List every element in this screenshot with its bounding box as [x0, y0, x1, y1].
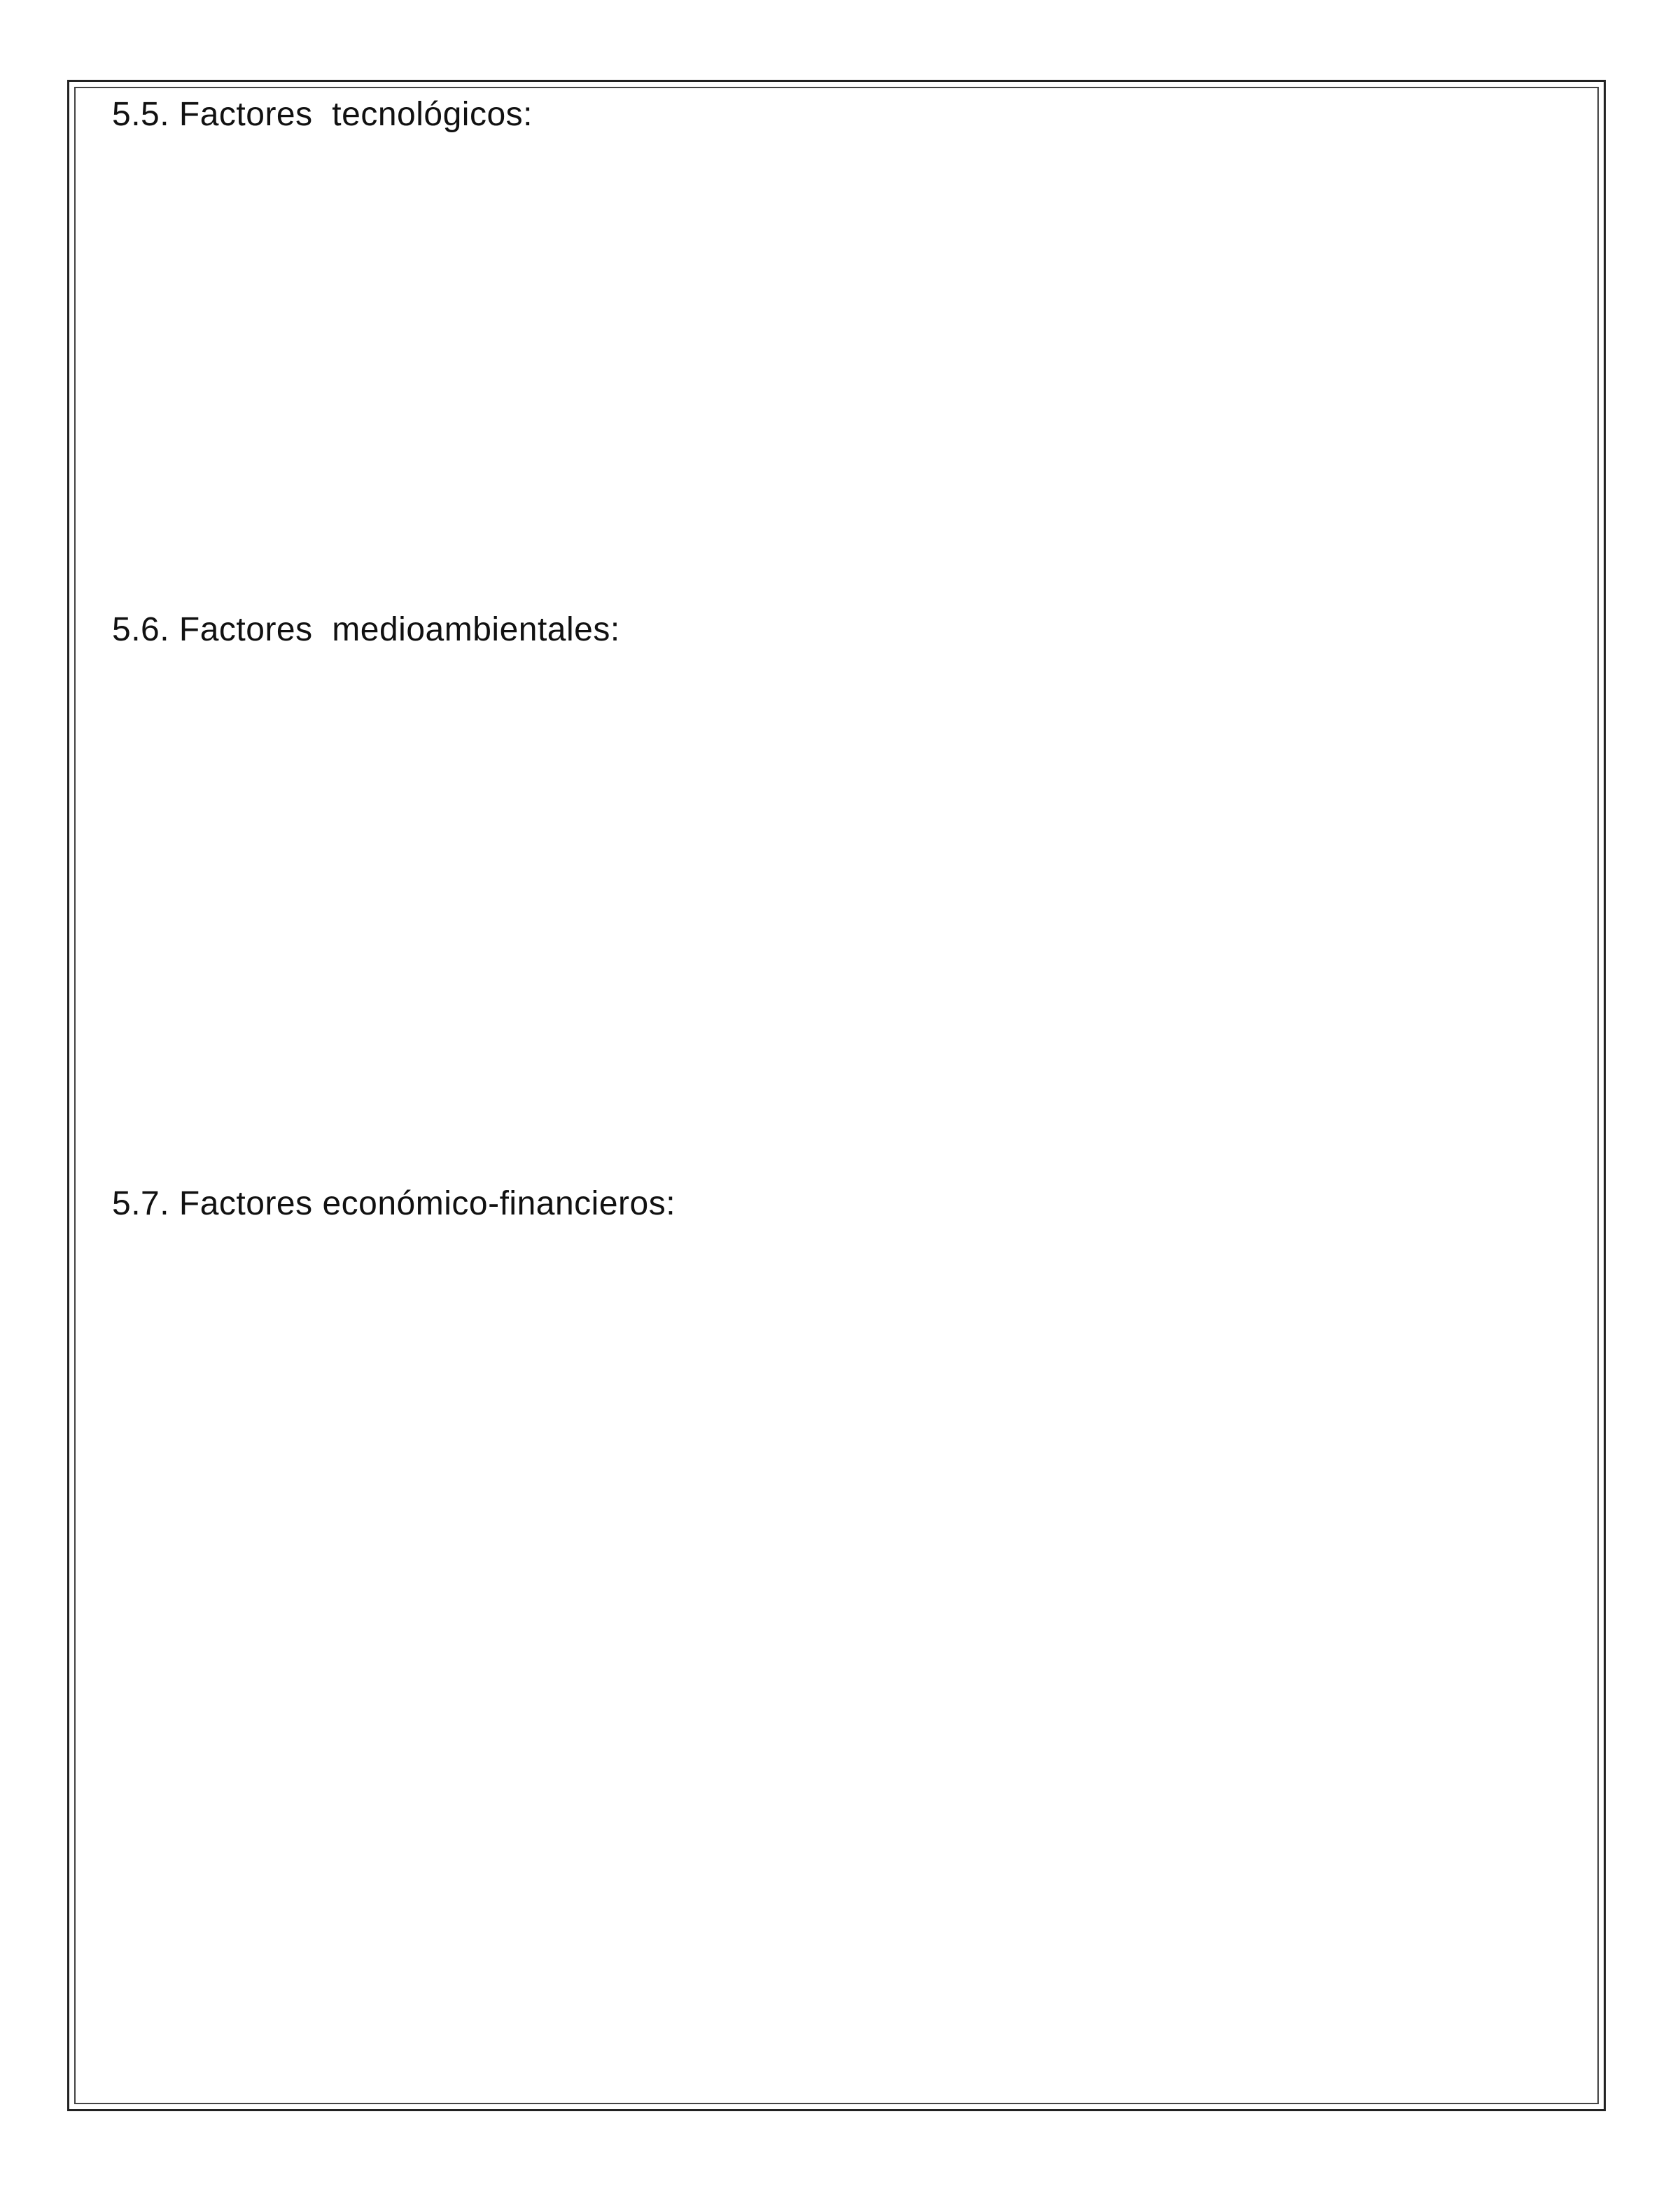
section-heading-economic-financial-factors: 5.7. Factores económico-financieros:: [112, 1185, 676, 1222]
section-heading-environmental-factors: 5.6. Factores medioambientales:: [112, 611, 620, 648]
section-heading-technological-factors: 5.5. Factores tecnológicos:: [112, 96, 533, 133]
form-frame-inner-border: [74, 87, 1599, 2104]
